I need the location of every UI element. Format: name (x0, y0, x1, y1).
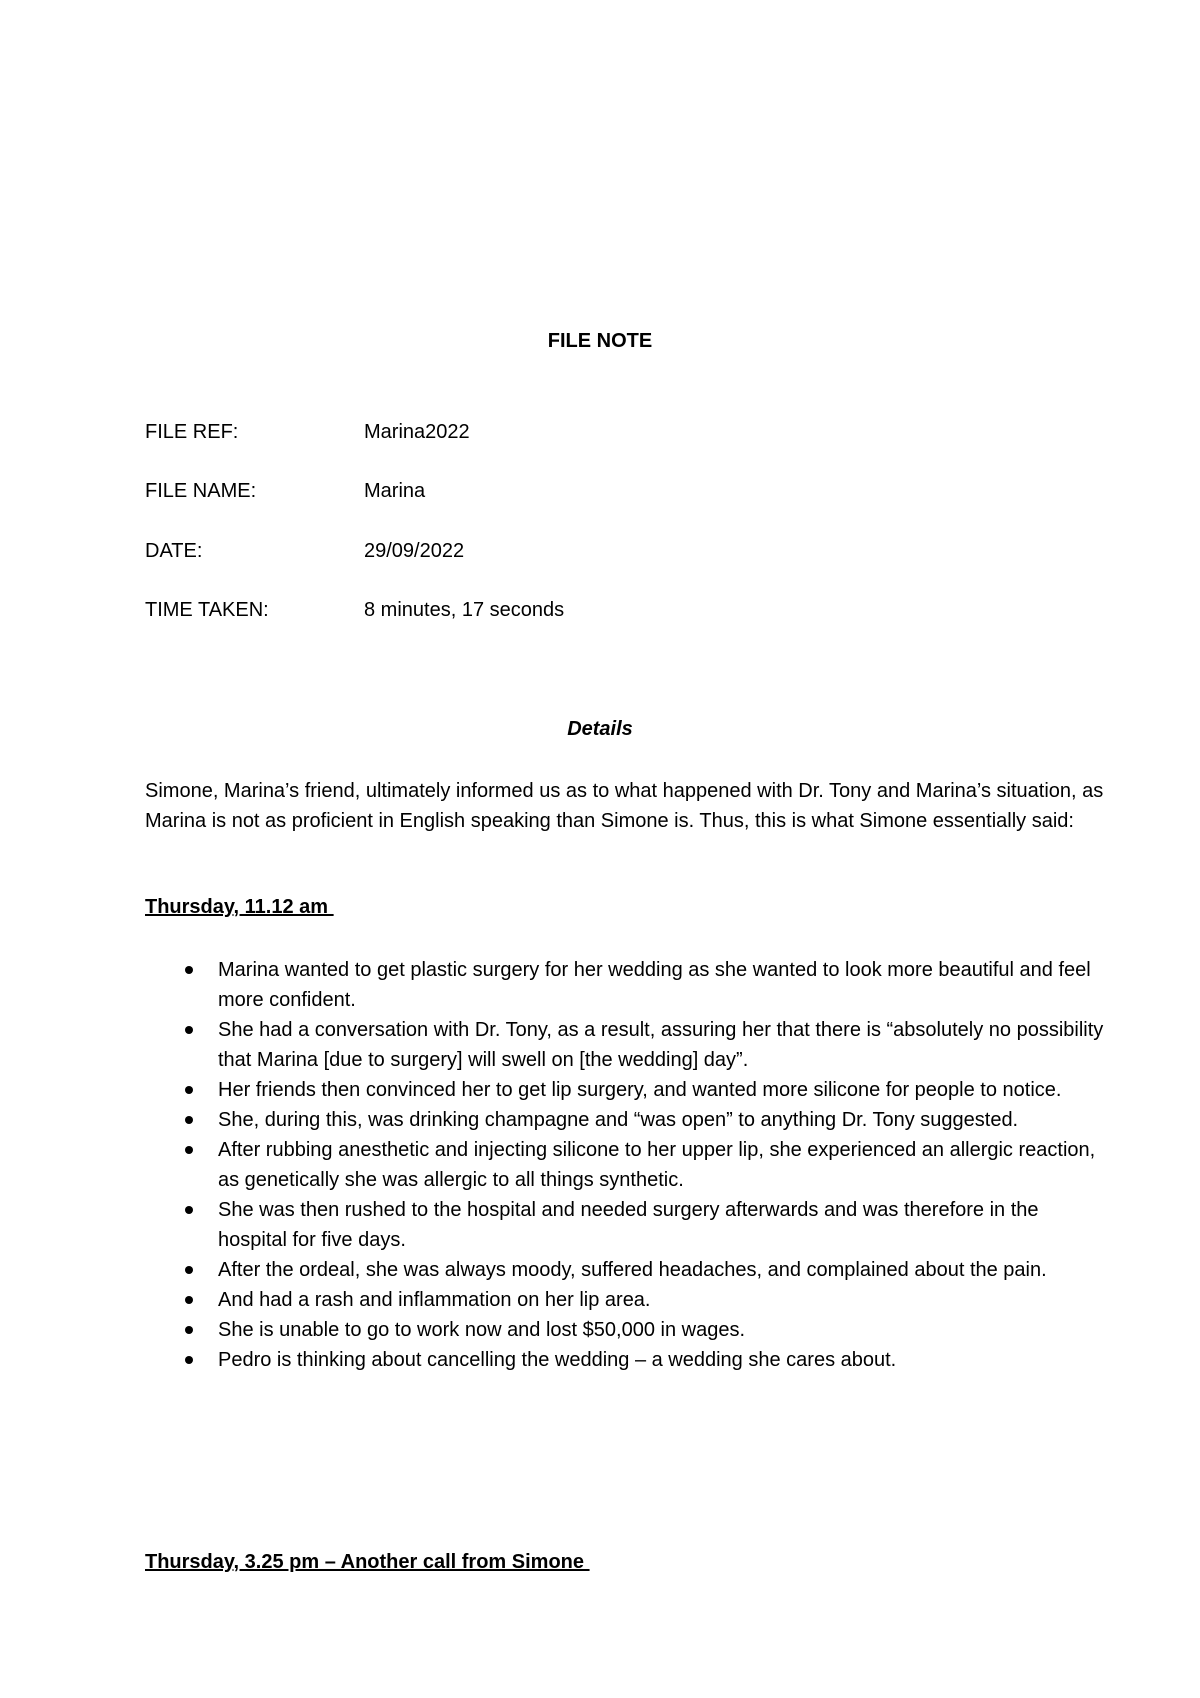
page-title: FILE NOTE (547, 330, 653, 352)
list-item (145, 1195, 1105, 1255)
list-item-text: After rubbing anesthetic and injecting silicone to her upper lip, she experienced an allergic reaction, as genetically she was allergic to all things synthetic. (218, 1139, 1096, 1191)
bullet-icon (185, 1296, 193, 1304)
date-value: 29/09/2022 (364, 540, 465, 562)
list-item (145, 1135, 1105, 1195)
list-item-text: She, during this, was drinking champagne and “was open” to anything Dr. Tony suggested. (218, 1109, 1019, 1131)
bullet-icon (185, 1326, 193, 1334)
time-taken-label: TIME TAKEN: (145, 599, 269, 621)
file-name-value: Marina (364, 480, 426, 502)
list-item-text: Marina wanted to get plastic surgery for her wedding as she wanted to look more beautiful and feel more confident. (218, 959, 1091, 1011)
list-item (145, 1015, 1105, 1075)
entry-heading-thursday-325: Thursday, 3.25 pm – Another call from Simone (145, 1551, 590, 1573)
list-item (145, 1345, 1105, 1375)
list-item (145, 1285, 1105, 1315)
details-bullet-list (145, 955, 1105, 1375)
file-name-label: FILE NAME: (145, 480, 257, 502)
list-item (145, 955, 1105, 1015)
list-item-text: She was then rushed to the hospital and needed surgery afterwards and was therefore in the hospital for five days. (218, 1199, 1039, 1251)
bullet-icon (185, 1266, 193, 1274)
list-item-text: After the ordeal, she was always moody, suffered headaches, and complained about the pain. (218, 1259, 1047, 1281)
bullet-icon (185, 1086, 193, 1094)
date-row (145, 540, 1045, 568)
intro-paragraph: Simone, Marina’s friend, ultimately informed us as to what happened with Dr. Tony and Marina’s situation, as Marina is not as proficient in English speaking than Simone is. Thus, this is what Simone essentially said: (145, 780, 1104, 832)
list-item-text: And had a rash and inflammation on her lip area. (218, 1289, 651, 1311)
file-ref-label: FILE REF: (145, 421, 239, 443)
list-item (145, 1255, 1105, 1285)
bullet-icon (185, 1206, 193, 1214)
list-item (145, 1105, 1105, 1135)
list-item-text: Her friends then convinced her to get lip surgery, and wanted more silicone for people to notice. (218, 1079, 1062, 1101)
time-taken-value: 8 minutes, 17 seconds (364, 599, 565, 621)
bullet-icon (185, 966, 193, 974)
date-label: DATE: (145, 540, 203, 562)
list-item (145, 1315, 1105, 1345)
entry-heading-thursday-1112: Thursday, 11.12 am (145, 896, 334, 918)
file-ref-row (145, 421, 1045, 449)
file-name-row (145, 480, 1045, 508)
list-item (145, 1075, 1105, 1105)
bullet-icon (185, 1026, 193, 1034)
time-taken-row (145, 599, 1045, 627)
bullet-icon (185, 1116, 193, 1124)
details-heading: Details (567, 718, 633, 740)
list-item-text: Pedro is thinking about cancelling the wedding – a wedding she cares about. (218, 1349, 897, 1371)
list-item-text: She had a conversation with Dr. Tony, as a result, assuring her that there is “absolutely no possibility that Marina [due to surgery] will swell on [the wedding] day”. (218, 1019, 1104, 1071)
bullet-icon (185, 1146, 193, 1154)
list-item-text: She is unable to go to work now and lost $50,000 in wages. (218, 1319, 746, 1341)
bullet-icon (185, 1356, 193, 1364)
file-ref-value: Marina2022 (364, 421, 470, 443)
